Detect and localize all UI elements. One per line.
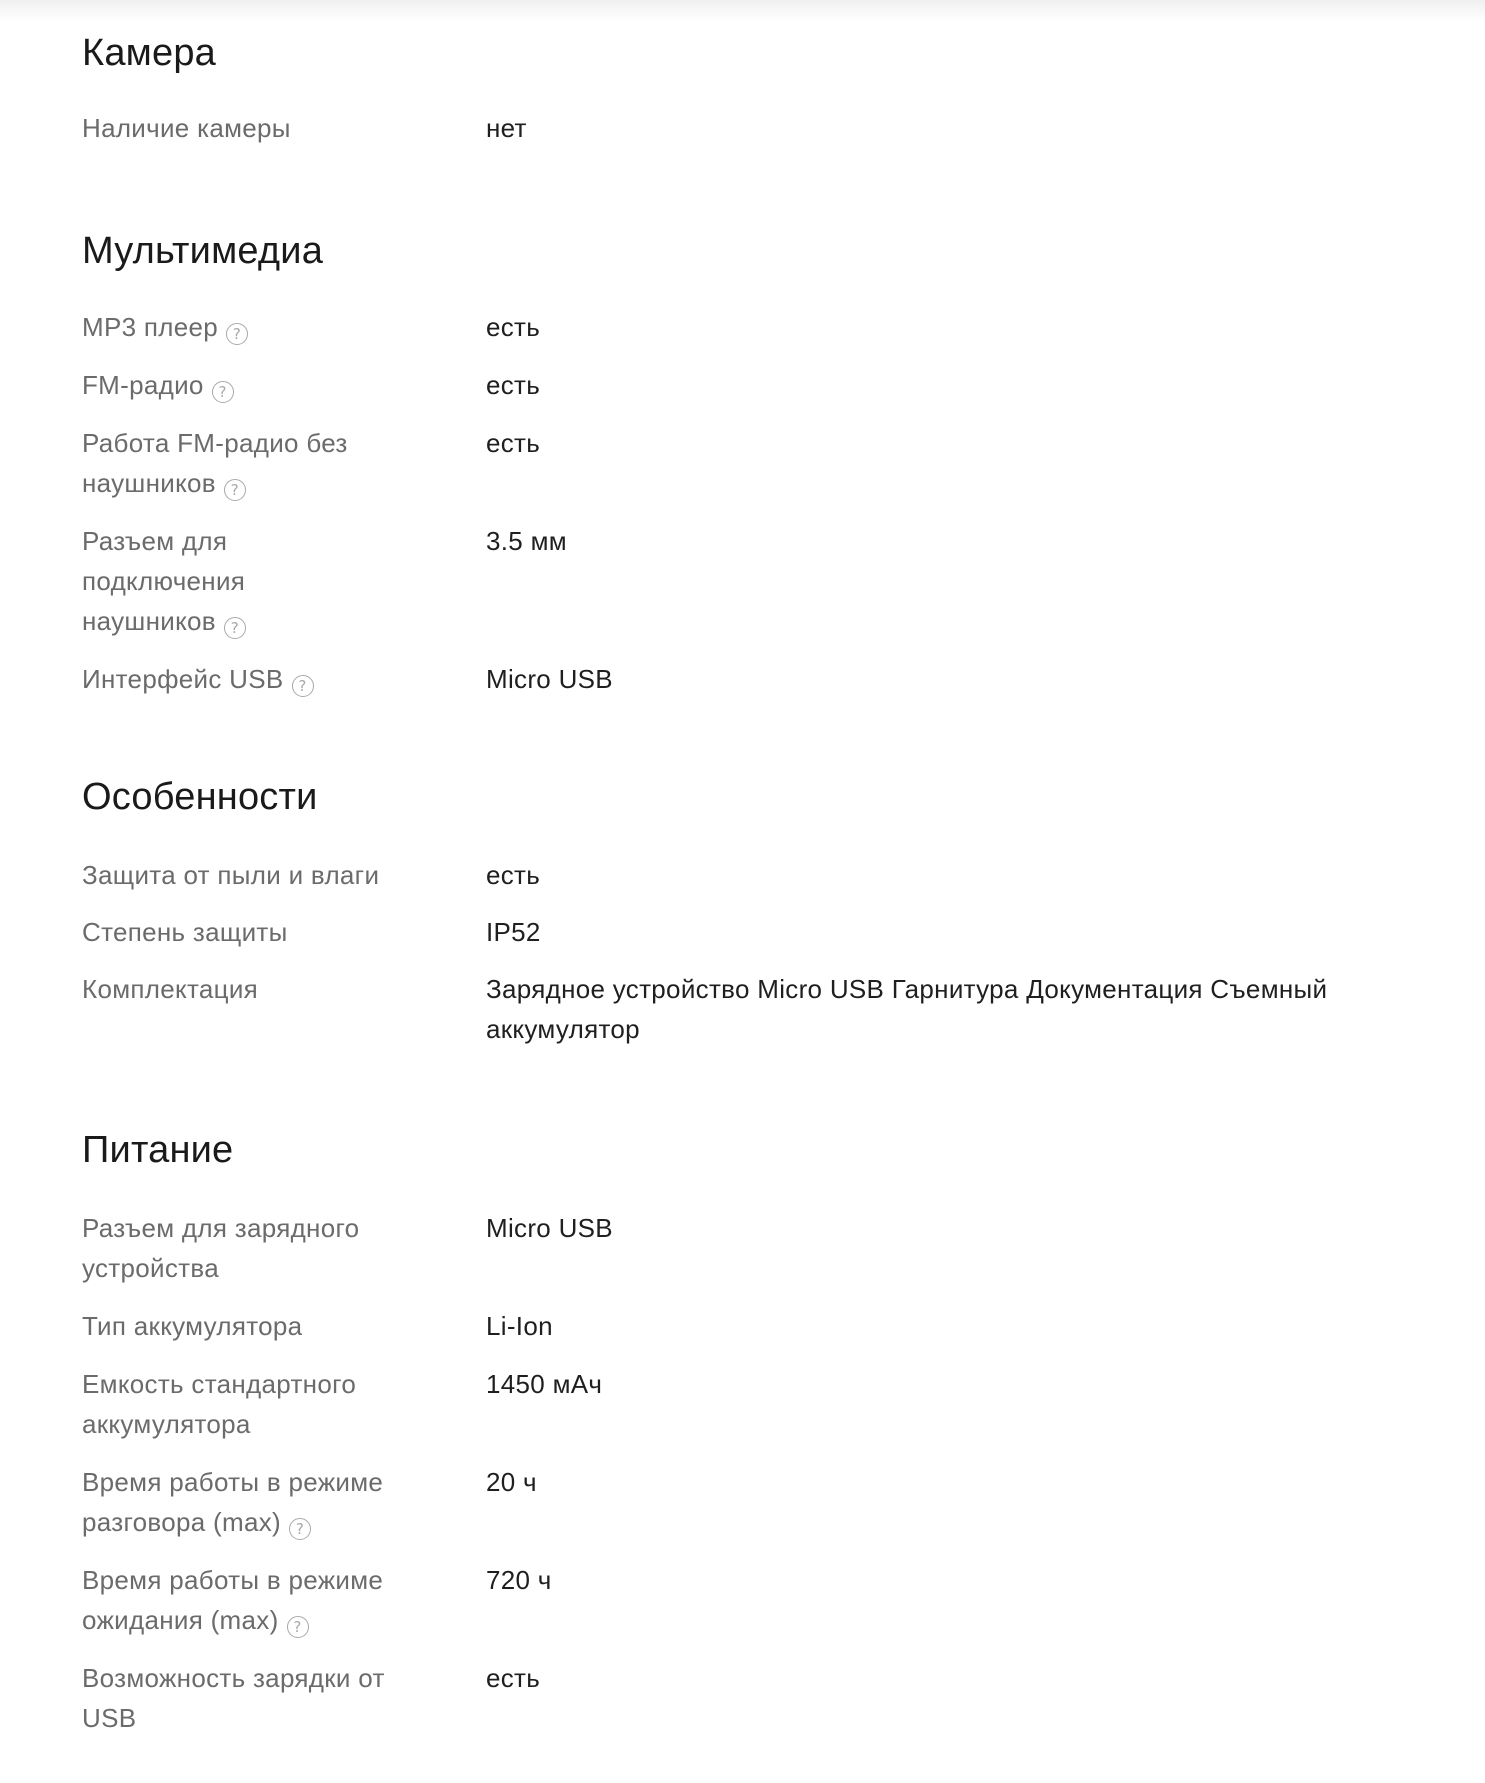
spec-row-camera-presence [82,108,1412,148]
spec-label: Работа FM-радио без наушников [82,428,348,498]
spec-row-headphone-jack [82,521,1412,641]
spec-value: нет [486,113,527,143]
spec-row-protection-rating [82,912,1412,952]
help-icon[interactable]: ? [224,617,246,639]
spec-value: есть [486,428,541,458]
spec-row-fm-radio [82,365,1412,405]
spec-value: Micro USB [486,1213,613,1243]
help-icon[interactable]: ? [287,1616,309,1638]
spec-label: Наличие камеры [82,113,291,143]
section-camera [82,30,1412,148]
spec-value: 3.5 мм [486,526,567,556]
section-power [82,1127,1412,1738]
spec-value: Micro USB [486,664,613,694]
spec-value: 720 ч [486,1565,552,1595]
spec-row-package-contents [82,969,1412,1049]
spec-row-fm-without-headphones [82,423,1412,503]
spec-label: Время работы в режиме ожидания (max) [82,1565,384,1635]
spec-label: Тип аккумулятора [82,1311,303,1341]
spec-label: Разъем для зарядного устройства [82,1213,360,1283]
section-features [82,774,1412,1049]
spec-label: Время работы в режиме разговора (max) [82,1467,384,1537]
spec-value: 1450 мАч [486,1369,603,1399]
spec-value: есть [486,312,541,342]
spec-label: FM-радио [82,370,204,400]
help-icon[interactable]: ? [224,479,246,501]
spec-row-standby-time [82,1560,1412,1640]
spec-value: Зарядное устройство Micro USB Гарнитура Документация Съемный аккумулятор [486,974,1328,1044]
spec-value: IP52 [486,917,541,947]
spec-value: есть [486,370,541,400]
help-icon[interactable]: ? [226,323,248,345]
spec-label: Степень защиты [82,917,288,947]
spec-row-usb-interface [82,659,1412,699]
spec-label: Интерфейс USB [82,664,284,694]
spec-label: Емкость стандартного аккумулятора [82,1369,357,1439]
spec-value: 20 ч [486,1467,537,1497]
spec-row-talk-time [82,1462,1412,1542]
spec-label: Возможность зарядки от USB [82,1663,385,1733]
spec-row-mp3-player [82,307,1412,347]
section-multimedia [82,228,1412,699]
spec-label: Защита от пыли и влаги [82,860,380,890]
help-icon[interactable]: ? [289,1518,311,1540]
spec-label: Комплектация [82,974,259,1004]
spec-row-dust-water [82,855,1412,895]
spec-row-battery-type [82,1306,1412,1346]
section-title-features: Особенности [82,776,318,818]
help-icon[interactable]: ? [292,675,314,697]
spec-row-usb-charging [82,1658,1412,1738]
spec-label: Разъем для подключения наушников [82,526,246,636]
top-shadow [0,0,1485,22]
section-title-camera: Камера [82,32,216,74]
help-icon[interactable]: ? [212,381,234,403]
spec-value: Li-Ion [486,1311,553,1341]
spec-row-charger-connector [82,1208,1412,1288]
spec-label: MP3 плеер [82,312,219,342]
spec-row-battery-capacity [82,1364,1412,1444]
spec-value: есть [486,860,541,890]
spec-value: есть [486,1663,541,1693]
section-title-multimedia: Мультимедиа [82,230,324,272]
section-title-power: Питание [82,1129,234,1171]
